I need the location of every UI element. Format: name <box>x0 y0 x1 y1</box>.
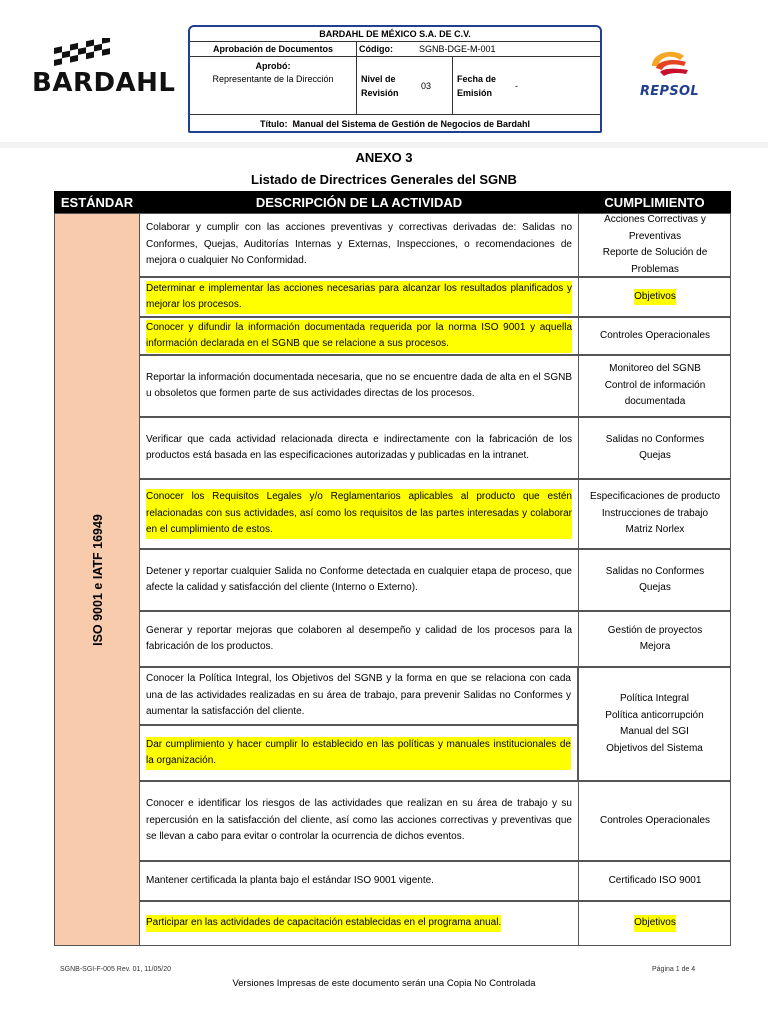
company-name: BARDAHL DE MÉXICO S.A. DE C.V. <box>319 29 471 39</box>
approval-row <box>190 42 600 57</box>
merged-compliance-cell <box>578 667 731 781</box>
row-description: Determinar e implementar las acciones necesarias para alcanzar los resultados planificados y mejorar los procesos. <box>140 278 578 316</box>
row-description: Verificar que cada actividad relacionada directa e indirectamente con la fabricación de los productos está basada en las especificaciones autorizadas y publicadas en la intranet. <box>146 433 572 461</box>
directives-table <box>54 191 731 946</box>
row-description: Conocer y difundir la información documentada requerida por la norma ISO 9001 y aquella información declarada en el SGNB que se relacione a sus procesos. <box>140 318 578 354</box>
table-row <box>140 213 731 277</box>
row-compliance: Acciones Correctivas y Preventivas Reporte de Solución de Problemas <box>578 214 731 276</box>
bardahl-logo <box>28 38 176 100</box>
title-label: Título: <box>259 119 288 129</box>
issue-value: - <box>515 80 518 91</box>
row-description: Detener y reportar cualquier Salida no Conforme detectada en cualquier etapa de proceso, que afecte la calidad y satisfacción del cliente (Interno o Externo). <box>146 565 572 593</box>
approved-by-value: Representante de la Dirección <box>212 74 334 84</box>
bardahl-logo-text: BARDAHL <box>32 68 176 98</box>
company-row <box>190 27 600 42</box>
footer-note: Versiones Impresas de este documento serán una Copia No Controlada <box>232 978 536 989</box>
row-compliance: Especificaciones de producto Instrucciones de trabajo Matriz Norlex <box>578 480 731 548</box>
standard-cell <box>54 213 140 946</box>
annex-subtitle: Listado de Directrices Generales del SGNB <box>251 172 517 187</box>
row-description: Participar en las actividades de capacitación establecidas en el programa anual. <box>140 902 578 945</box>
row-description: Conocer los Requisitos Legales y/o Reglamentarios aplicables al producto que estén relacionadas con sus actividades, así como los requisitos de las partes interesadas y colaborar en el cumplimiento de estos. <box>140 480 578 548</box>
row-description: Generar y reportar mejoras que colaboren al desempeño y calidad de los procesos para la fabricación de los productos. <box>146 624 572 652</box>
table-row <box>140 355 731 417</box>
row-description: Dar cumplimiento y hacer cumplir lo establecido en las políticas y manuales institucionales de la organización. <box>146 737 571 770</box>
issue-label: Fecha de Emisión <box>457 73 497 98</box>
document-header <box>0 0 768 148</box>
table-row <box>140 479 731 549</box>
table-row <box>140 417 731 479</box>
row-compliance: Monitoreo del SGNB Control de información documentada <box>578 356 731 416</box>
table-row <box>140 667 578 725</box>
title-cell <box>190 115 600 133</box>
repsol-logo-text: REPSOL <box>640 84 699 99</box>
approved-by-label: Aprobó: <box>255 61 291 71</box>
column-header-compliance: CUMPLIMIENTO <box>604 194 705 210</box>
repsol-logo <box>634 46 714 102</box>
merged-compliance: Política Integral Política anticorrupción Manual del SGI Objetivos del Sistema <box>605 693 704 754</box>
table-row <box>140 317 731 355</box>
row-description: Conocer la Política Integral, los Objetivos del SGNB y la forma en que se relaciona con cada una de las actividades realizadas en su área de trabajo, para prevenir Salidas no Conformes y aumentar la satisfacción del cliente. <box>146 673 571 718</box>
table-row <box>140 725 578 781</box>
approval-label: Aprobación de Documentos <box>212 44 333 54</box>
repsol-flame-icon <box>634 46 714 86</box>
table-row <box>140 781 731 861</box>
row-description: Mantener certificada la planta bajo el estándar ISO 9001 vigente. <box>146 874 434 886</box>
row-compliance: Objetivos <box>578 902 731 945</box>
revision-value: 03 <box>421 80 432 91</box>
row-compliance: Controles Operacionales <box>578 318 731 354</box>
table-header <box>54 191 731 213</box>
title-value: Manual del Sistema de Gestión de Negocios de Bardahl <box>292 119 531 129</box>
footer-page-number: Página 1 de 4 <box>652 966 696 973</box>
row-description: Conocer e identificar los riesgos de las actividades que realizan en su área de trabajo y su repercusión en la satisfacción del cliente, así como las acciones correctivas y preventivas que se llevan a cabo para evitar o controlar la ocurrencia de dichos eventos. <box>146 798 572 843</box>
row-compliance: Controles Operacionales <box>578 782 731 860</box>
table-row <box>140 277 731 317</box>
footer-doc-code: SGNB-SGI-F-005 Rev. 01, 11/05/20 <box>60 966 172 973</box>
table-row <box>140 861 731 901</box>
approved-row <box>190 57 600 115</box>
annex-title: ANEXO 3 <box>355 150 413 165</box>
title-row <box>190 115 600 133</box>
row-compliance: Salidas no Conformes Quejas <box>578 550 731 610</box>
table-row <box>140 901 731 946</box>
row-compliance: Objetivos <box>578 278 731 316</box>
column-header-description: DESCRIPCIÓN DE LA ACTIVIDAD <box>255 194 463 210</box>
code-label: Código: <box>359 44 393 54</box>
row-compliance: Salidas no Conformes Quejas <box>578 418 731 478</box>
code-value: SGNB-DGE-M-001 <box>419 44 496 54</box>
row-compliance: Gestión de proyectos Mejora <box>578 612 731 666</box>
checkered-flag-icon <box>54 38 110 70</box>
column-header-standard: ESTÁNDAR <box>60 194 134 210</box>
row-description: Colaborar y cumplir con las acciones preventivas y correctivas derivadas de: Salidas no Conformes, Quejas, Auditorías Internas y Externas, Inspecciones, o recomendaciones de mejora o cualquier No Conformidad. <box>146 222 572 267</box>
document-control-table <box>188 25 602 133</box>
approved-by-cell <box>190 57 356 114</box>
revision-label: Nivel de Revisión <box>361 73 399 98</box>
table-row <box>140 611 731 667</box>
standard-label: ISO 9001 e IATF 16949 <box>91 514 105 646</box>
table-row <box>140 549 731 611</box>
row-description: Reportar la información documentada necesaria, que no se encuentre dada de alta en el SGNB u obsoletos que formen parte de sus actividades directas de los procesos. <box>146 371 572 399</box>
row-compliance: Certificado ISO 9001 <box>578 862 731 900</box>
